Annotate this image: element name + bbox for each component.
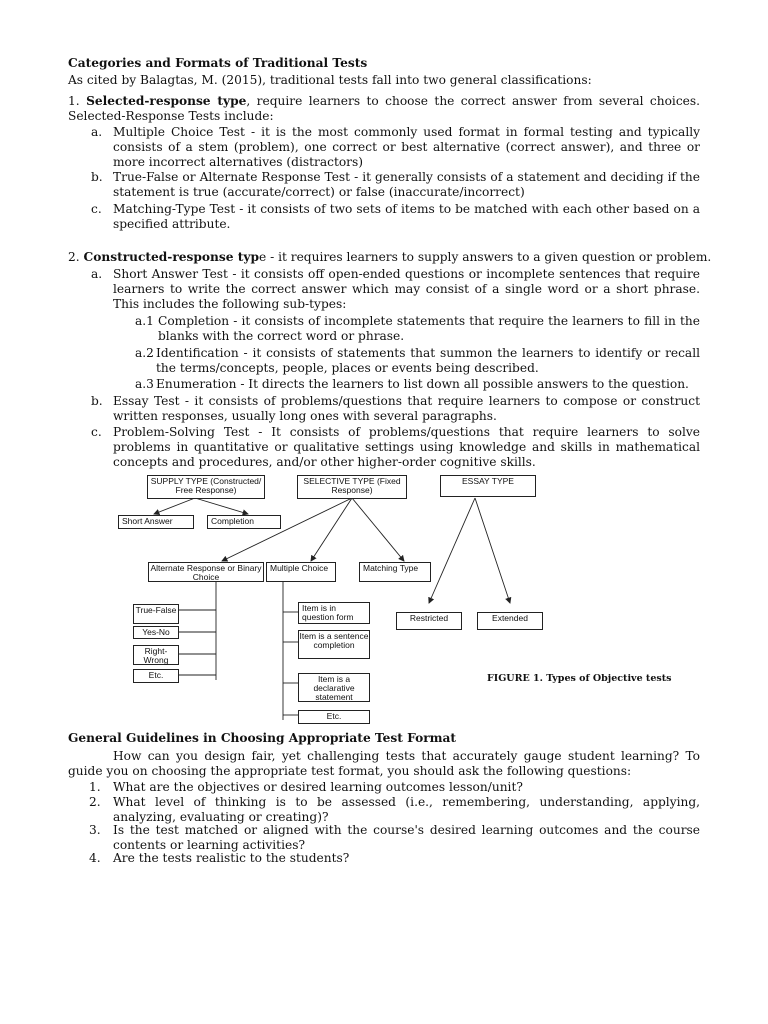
essay-test-item: Essay Test - it consists of problems/questions that require learners to compose or construct written responses, usually long ones with several paragraphs. xyxy=(113,394,700,423)
question-item: Are the tests realistic to the students? xyxy=(113,851,350,865)
essay-type-box: ESSAY TYPE xyxy=(440,475,536,497)
constructed-response-paragraph xyxy=(68,250,711,265)
constructed-response-text: e - it requires learners to supply answers to a given question or problem. xyxy=(259,250,712,264)
etc-box-binary: Etc. xyxy=(133,669,179,683)
section-heading-categories: Categories and Formats of Traditional Tests xyxy=(68,56,368,70)
list-number: 1. xyxy=(68,94,80,108)
right-wrong-box: Right-Wrong xyxy=(133,645,179,665)
list-marker: a.2 xyxy=(135,346,154,360)
list-marker: c. xyxy=(91,202,102,216)
constructed-response-title: Constructed-response typ xyxy=(83,250,260,264)
list-marker: a. xyxy=(91,267,103,281)
question-item: Is the test matched or aligned with the course's desired learning outcomes and the course contents or learning activities? xyxy=(113,823,700,852)
sentence-completion-box: Item is a sentence completion xyxy=(298,630,370,659)
multiple-choice-box: Multiple Choice xyxy=(266,562,336,582)
list-marker: 3. xyxy=(89,823,101,837)
list-number: 2. xyxy=(68,250,80,264)
multiple-choice-item: Multiple Choice Test - it is the most commonly used format in formal testing and typically consists of a stem (problem), one correct or best alternative (correct answer), and three or more incorrect alternatives (distractors) xyxy=(113,125,700,169)
problem-solving-item: Problem-Solving Test - It consists of problems/questions that require learners to solve problems in quantitative or qualitative settings using knowledge and skills in mathematical concepts and procedures, and/or other higher-order cognitive skills. xyxy=(113,425,700,469)
figure-caption: FIGURE 1. Types of Objective tests xyxy=(487,673,672,684)
identification-subitem: Identification - it consists of statements that summon the learners to identify or recall the terms/concepts, people, places or events being described. xyxy=(156,346,700,375)
enumeration-subitem: Enumeration - It directs the learners to list down all possible answers to the question. xyxy=(156,377,689,391)
question-item: What level of thinking is to be assessed (i.e., remembering, understanding, applying, analyzing, evaluating or creating)? xyxy=(113,795,700,824)
etc-box-multiple: Etc. xyxy=(298,710,370,724)
question-form-box: Item is in question form xyxy=(298,602,370,624)
true-false-item: True-False or Alternate Response Test - it generally consists of a statement and deciding if the statement is true (accurate/correct) or false (inaccurate/incorrect) xyxy=(113,170,700,199)
list-marker: c. xyxy=(91,425,102,439)
question-item: What are the objectives or desired learning outcomes lesson/unit? xyxy=(113,780,523,794)
selected-response-title: Selected-response type xyxy=(86,94,247,108)
extended-box: Extended xyxy=(477,612,543,630)
short-answer-item: Short Answer Test - it consists off open-ended questions or incomplete sentences that require learners to write the correct answer which may consist of a single word or a short phrase. This includes the following sub-types: xyxy=(113,267,700,311)
supply-type-box: SUPPLY TYPE (Constructed/ Free Response) xyxy=(147,475,265,499)
list-marker: b. xyxy=(91,394,103,408)
yes-no-box: Yes-No xyxy=(133,626,179,639)
selective-type-box: SELECTIVE TYPE (Fixed Response) xyxy=(297,475,407,499)
list-marker: a. xyxy=(91,125,103,139)
matching-type-box: Matching Type xyxy=(359,562,431,582)
true-false-box: True-False xyxy=(133,604,179,624)
intro-paragraph: As cited by Balagtas, M. (2015), traditional tests fall into two general classifications: xyxy=(68,73,592,87)
objective-tests-diagram xyxy=(110,470,710,730)
restricted-box: Restricted xyxy=(396,612,462,630)
list-marker: b. xyxy=(91,170,103,184)
selected-response-text: , require learners to choose the correct answer from several choices. Selected-Response Tests include: xyxy=(68,94,700,123)
list-marker: 4. xyxy=(89,851,101,865)
list-marker: 2. xyxy=(89,795,101,809)
list-marker: a.1 xyxy=(135,314,154,328)
list-marker: a.3 xyxy=(135,377,154,391)
diagram-connectors xyxy=(110,470,710,730)
selected-response-paragraph xyxy=(68,94,700,124)
declarative-statement-box: Item is a declarative statement xyxy=(298,673,370,702)
alternate-response-box: Alternate Response or Binary Choice xyxy=(148,562,264,582)
completion-subitem: Completion - it consists of incomplete statements that require the learners to fill in the blanks with the correct word or phrase. xyxy=(158,314,700,343)
guidelines-intro: How can you design fair, yet challenging tests that accurately gauge student learning? To guide you on choosing the appropriate test format, you should ask the following questions: xyxy=(68,749,700,778)
list-marker: 1. xyxy=(89,780,101,794)
matching-type-item: Matching-Type Test - it consists of two sets of items to be matched with each other based on a specified attribute. xyxy=(113,202,700,231)
short-answer-box: Short Answer xyxy=(118,515,194,529)
completion-box: Completion xyxy=(207,515,281,529)
section-heading-guidelines: General Guidelines in Choosing Appropriate Test Format xyxy=(68,731,457,745)
